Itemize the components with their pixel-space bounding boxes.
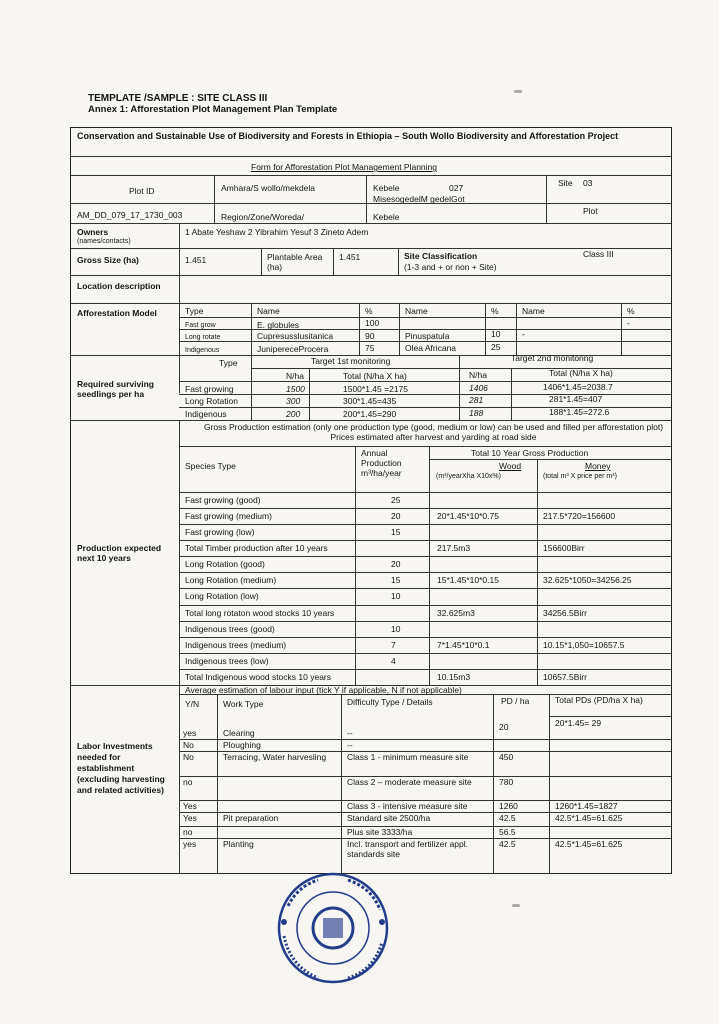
production-row-label: Fast growing (medium) bbox=[185, 511, 272, 522]
gross-size-value: 1.451 bbox=[185, 255, 207, 265]
production-row-label: Total Indigenous wood stocks 10 years bbox=[185, 671, 332, 682]
project-title: Conservation and Sustainable Use of Biodiversity and Forests in Ethiopia – South Wollo Biodiversity and Afforestation Project bbox=[77, 131, 619, 141]
official-seal-icon bbox=[268, 866, 398, 996]
region-label: Region/Zone/Woreda/ bbox=[221, 212, 305, 222]
production-row-label: Indigenous trees (low) bbox=[185, 655, 269, 666]
model-row-name: JunipereceProcera bbox=[257, 344, 329, 354]
plantable-value: 1.451 bbox=[339, 252, 361, 262]
labor-row-work: Pit preparation bbox=[223, 813, 279, 823]
production-row-annual: 20 bbox=[391, 559, 401, 570]
seedling-row-n2: 1406 bbox=[469, 383, 488, 393]
production-row-label: Indigenous trees (medium) bbox=[185, 639, 287, 650]
species-type-header: Species Type bbox=[185, 461, 236, 471]
target-1-header: Target 1st monitoring bbox=[311, 356, 391, 366]
production-row-label: Total Timber production after 10 years bbox=[185, 543, 328, 554]
labor-row-detail: Plus site 3333/ha bbox=[347, 827, 413, 837]
production-row-money: 156600Birr bbox=[543, 543, 585, 554]
kebele-number: 027 bbox=[449, 183, 464, 193]
production-row-wood: 10.15m3 bbox=[437, 671, 471, 682]
seedling-row-t2: 1406*1.45=2038.7 bbox=[543, 382, 613, 392]
production-row-label: Fast growing (good) bbox=[185, 495, 261, 505]
production-row-label: Long Rotation (medium) bbox=[185, 575, 277, 586]
model-row-pct: 90 bbox=[365, 331, 375, 341]
kebele-value: MisesogedelM gedelGot bbox=[373, 194, 465, 204]
model-row-type: Indigenous bbox=[185, 347, 220, 354]
production-row-wood: 32.625m3 bbox=[437, 607, 475, 618]
gross-size-label: Gross Size (ha) bbox=[77, 255, 139, 265]
wood-subheader: (m³/yearXha X10x%) bbox=[436, 473, 501, 480]
money-subheader: (total m³ X price per m³) bbox=[543, 473, 617, 480]
total-header: Total (N/ha X ha) bbox=[343, 371, 407, 381]
labor-row-total: 42.5*1.45=61.625 bbox=[555, 839, 623, 849]
labor-row-detail: Class 3 - intensive measure site bbox=[347, 801, 468, 811]
location-label: Location description bbox=[77, 281, 161, 291]
model-header-type: Type bbox=[185, 306, 204, 316]
model-header-name: Name bbox=[257, 306, 280, 316]
seedlings-type-header: Type bbox=[219, 358, 238, 368]
production-row-annual: 15 bbox=[391, 575, 401, 586]
kebele-label: Kebele bbox=[373, 183, 400, 193]
production-row-money: 10657.5Birr bbox=[543, 671, 587, 682]
model-row-pct-3: - bbox=[627, 318, 630, 328]
model-row-pct-2: 25 bbox=[491, 342, 501, 352]
money-header: Money bbox=[585, 461, 611, 471]
seedling-row-t1: 300*1.45=435 bbox=[343, 396, 397, 406]
target-2-header: Target 2nd monitoring bbox=[511, 353, 594, 363]
production-row-label: Long Rotation (good) bbox=[185, 559, 265, 570]
plot-id-label: Plot ID bbox=[129, 186, 155, 196]
model-row-name: Cupresusslusitanica bbox=[257, 331, 334, 341]
labor-row-yn: No bbox=[183, 752, 194, 762]
model-row-pct: 75 bbox=[365, 343, 375, 353]
production-row-annual: 10 bbox=[391, 623, 401, 634]
production-row-annual: 10 bbox=[391, 591, 401, 602]
site-class-sub: (1-3 and + or non + Site) bbox=[404, 262, 497, 272]
labor-top-pd: 20 bbox=[499, 722, 509, 732]
model-header-pct: % bbox=[365, 306, 373, 316]
seedling-row-n2: 281 bbox=[469, 395, 484, 405]
model-row-pct: 100 bbox=[365, 318, 380, 328]
seedling-row-n1: 200 bbox=[286, 409, 301, 419]
labor-row-yn: no bbox=[183, 777, 193, 787]
model-row-pct-2: 10 bbox=[491, 329, 501, 339]
labor-header-work: Work Type bbox=[223, 699, 264, 709]
total-header-2: Total (N/ha X ha) bbox=[549, 368, 613, 378]
labor-row-yn: no bbox=[183, 827, 193, 837]
labor-row-pd: 1260 bbox=[499, 801, 518, 811]
production-note: Gross Production estimation (only one production type (good, medium or low) can be used and filled per afforestation plot) Prices estimated after harvest and yarding at road side bbox=[203, 422, 664, 442]
production-row-annual: 25 bbox=[391, 495, 401, 505]
labor-top-total: 20*1.45= 29 bbox=[555, 718, 602, 728]
production-row-label: Long Rotation (low) bbox=[185, 591, 259, 602]
labor-header-yn: Y/N bbox=[185, 699, 200, 709]
owners-value: 1 Abate Yeshaw 2 Yibrahim Yesuf 3 Zineto Adem bbox=[185, 227, 369, 237]
production-label: Production expected next 10 years bbox=[77, 543, 162, 563]
labor-header-total: Total PDs (PD/ha X ha) bbox=[555, 695, 643, 705]
owners-label: Owners bbox=[77, 227, 109, 237]
form-table bbox=[70, 127, 672, 874]
plot-id-value: AM_DD_079_17_1730_003 bbox=[77, 210, 183, 220]
site-label: Site bbox=[558, 178, 573, 188]
labor-row-detail: -- bbox=[347, 728, 353, 738]
annex-title: Annex 1: Afforestation Plot Management Plan Template bbox=[88, 104, 338, 115]
template-line: TEMPLATE /SAMPLE : SITE CLASS III bbox=[88, 93, 268, 104]
labor-row-yn: No bbox=[183, 740, 194, 750]
production-row-label: Total long rotaton wood stocks 10 years bbox=[185, 607, 335, 618]
model-label: Afforestation Model bbox=[77, 308, 157, 318]
production-row-money: 32.625*1050=34256.25 bbox=[543, 575, 632, 586]
labor-label: Labor Investments needed for establishment (excluding harvesting and related activities) bbox=[77, 741, 165, 795]
labor-row-detail: Incl. transport and fertilizer appl. standards site bbox=[347, 839, 468, 859]
model-row-name-3: - bbox=[522, 329, 525, 339]
plantable-label: Plantable Area (ha) bbox=[267, 252, 323, 272]
production-row-wood: 15*1.45*10*0.15 bbox=[437, 575, 499, 586]
labor-row-detail: -- bbox=[347, 740, 353, 750]
owners-sublabel: (names/contacts) bbox=[77, 238, 131, 245]
class-value: Class III bbox=[583, 249, 614, 259]
labor-row-total: 1260*1.45=1827 bbox=[555, 801, 618, 811]
production-row-wood: 20*1.45*10*0.75 bbox=[437, 511, 499, 522]
labor-row-detail: Standard site 2500/ha bbox=[347, 813, 431, 823]
labor-row-pd: 42.5 bbox=[499, 813, 516, 823]
labor-row-detail: Class 1 - minimum measure site bbox=[347, 752, 469, 762]
model-row-type: Fast grow bbox=[185, 322, 216, 329]
wood-header: Wood bbox=[499, 461, 522, 471]
seedling-row-type: Long Rotation bbox=[185, 396, 238, 406]
model-header-pct-3: % bbox=[627, 306, 635, 316]
plot-label: Plot bbox=[583, 206, 598, 216]
seedling-row-type: Indigenous bbox=[185, 409, 227, 419]
production-row-annual: 15 bbox=[391, 527, 401, 538]
model-header-name-2: Name bbox=[405, 306, 428, 316]
production-row-annual: 4 bbox=[391, 655, 396, 666]
seedling-row-n1: 1500 bbox=[286, 384, 305, 394]
production-row-money: 217.5*720=156600 bbox=[543, 511, 616, 522]
model-row-name: E. globules bbox=[257, 320, 300, 330]
site-value: 03 bbox=[583, 178, 593, 188]
region-value: Amhara/S wollo/mekdela bbox=[221, 183, 316, 193]
seedling-row-n1: 300 bbox=[286, 396, 301, 406]
labor-row-detail: Class 2 – moderate measure site bbox=[347, 777, 472, 787]
production-row-wood: 217.5m3 bbox=[437, 543, 471, 554]
labor-row-yn: yes bbox=[183, 839, 197, 849]
form-title: Form for Afforestation Plot Management Planning bbox=[251, 162, 437, 172]
labor-row-work: Clearing bbox=[223, 728, 255, 738]
nha-header-2: N/ha bbox=[469, 370, 487, 380]
nha-header: N/ha bbox=[286, 371, 304, 381]
labor-row-total: 42.5*1.45=61.625 bbox=[555, 813, 623, 823]
labor-row-work: Terracing, Water harvesling bbox=[223, 752, 327, 762]
seedling-row-t2: 281*1.45=407 bbox=[549, 394, 603, 404]
labor-row-work: Planting bbox=[223, 839, 254, 849]
labor-row-pd: 450 bbox=[499, 752, 514, 762]
production-row-label: Indigenous trees (good) bbox=[185, 623, 275, 634]
production-row-wood: 7*1.45*10*0.1 bbox=[437, 639, 490, 650]
model-row-type: Long rotate bbox=[185, 334, 221, 341]
seedling-row-t1: 1500*1.45 =2175 bbox=[343, 384, 408, 394]
labor-note: Average estimation of labour input (tick Y if applicable, N if not applicable) bbox=[185, 685, 462, 695]
labor-header-pd: PD / ha bbox=[501, 696, 530, 706]
labor-row-pd: 780 bbox=[499, 777, 514, 787]
labor-row-work: Ploughing bbox=[223, 740, 261, 750]
total-10yr-header: Total 10 Year Gross Production bbox=[471, 448, 589, 458]
production-row-money: 10.15*1,050=10657.5 bbox=[543, 639, 625, 650]
labor-row-yn: Yes bbox=[183, 813, 197, 823]
seedling-row-type: Fast growing bbox=[185, 384, 234, 394]
seedlings-label: Required surviving seedlings per ha bbox=[77, 379, 154, 399]
model-row-name-2: Pinuspatula bbox=[405, 331, 450, 341]
seedling-row-t1: 200*1.45=290 bbox=[343, 409, 397, 419]
labor-row-yn: yes bbox=[183, 728, 197, 738]
production-row-annual: 7 bbox=[391, 639, 396, 650]
labor-row-yn: Yes bbox=[183, 801, 197, 811]
production-row-label: Fast growing (low) bbox=[185, 527, 255, 538]
model-header-pct-2: % bbox=[491, 306, 499, 316]
site-class-label: Site Classification bbox=[404, 251, 478, 261]
labor-row-pd: 56.5 bbox=[499, 827, 516, 837]
kebele-label-2: Kebele bbox=[373, 212, 400, 222]
production-row-money: 34256.5Birr bbox=[543, 607, 587, 618]
seedling-row-t2: 188*1.45=272.6 bbox=[549, 407, 610, 417]
annual-production-header: Annual Production m³/ha/year bbox=[361, 448, 402, 478]
model-row-name-2: Olea Africana bbox=[405, 343, 457, 353]
production-row-annual: 20 bbox=[391, 511, 401, 522]
labor-row-pd: 42.5 bbox=[499, 839, 516, 849]
seedling-row-n2: 188 bbox=[469, 408, 484, 418]
model-header-name-3: Name bbox=[522, 306, 545, 316]
labor-header-difficulty: Difficulty Type / Details bbox=[347, 697, 433, 707]
